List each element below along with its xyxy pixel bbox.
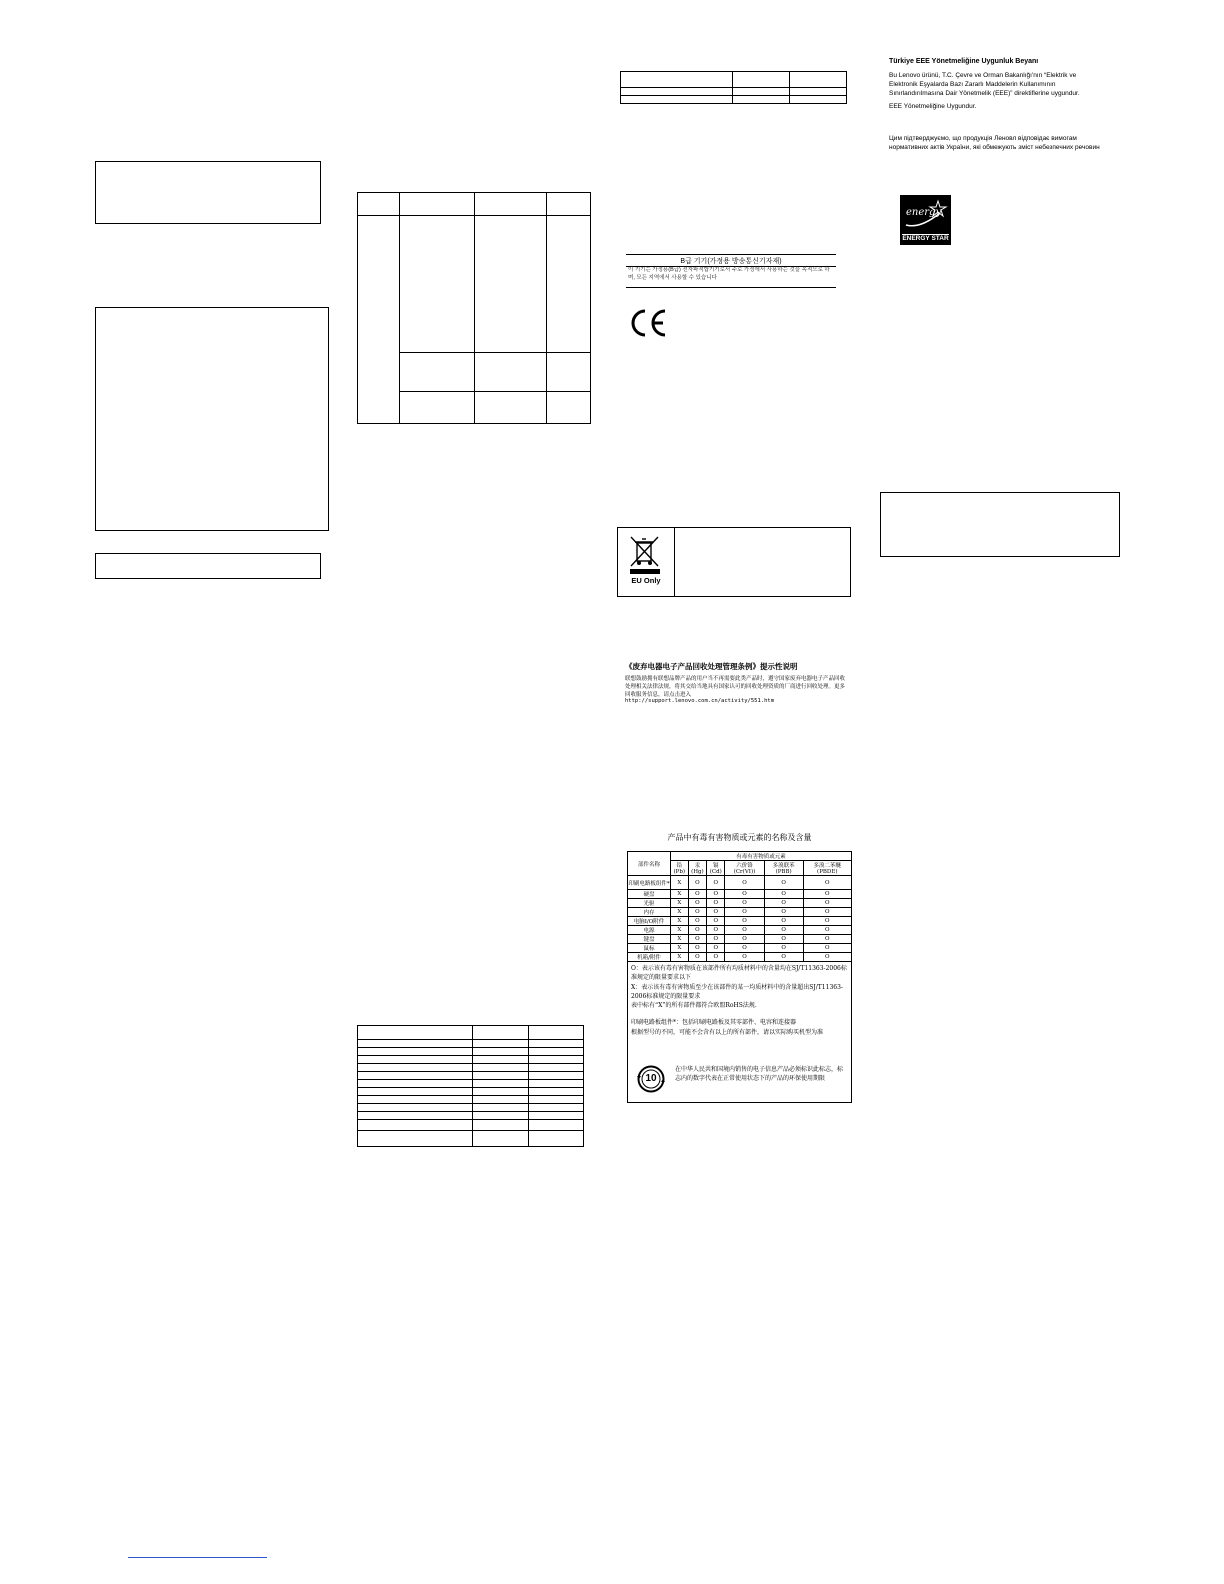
hazard-notes (631, 964, 849, 1037)
hazard-table-box (627, 851, 852, 1103)
hazard-cell: O (707, 890, 725, 899)
hazard-cell: O (688, 926, 707, 935)
hazard-cell: O (688, 899, 707, 908)
hazard-col-header: 多溴二苯醚 (PBDE) (803, 861, 851, 876)
hazard-col-header: 铅(Pb) (671, 861, 689, 876)
hazard-note-pcb: 印刷电路板组件*：包括印刷电路板及其零部件、电容和连接器 (631, 1019, 797, 1027)
hazard-cell: O (688, 935, 707, 944)
turkey-body: Bu Lenovo ürünü, T.C. Çevre ve Orman Bakanlığı'nın “Elektrik ve Elektronik Eşyalarda Bazı Zararlı Maddelerin Kullanımının Sınırlandırılmasına Dair Yönetmelik (EEE)” direktiflerine uygundur. (889, 72, 1080, 98)
hazard-row-part: 内存 (628, 908, 671, 917)
empty-box-2 (95, 307, 329, 531)
empty-table-2 (357, 1025, 584, 1147)
hazard-cell: O (803, 890, 851, 899)
hazard-cell: O (764, 926, 803, 935)
hazard-cell: O (688, 876, 707, 890)
empty-box-4 (880, 492, 1120, 557)
hazard-cell: O (725, 876, 764, 890)
weee-bar (630, 569, 660, 574)
turkey-compliance: EEE Yönetmeliğine Uygundur. (889, 103, 977, 110)
hazard-cell: O (803, 876, 851, 890)
turkey-title: Türkiye EEE Yönetmeliğine Uygunluk Beyanı (889, 58, 1039, 65)
hazard-cell: O (688, 944, 707, 953)
hazard-cell: O (707, 953, 725, 962)
hazard-row (628, 908, 852, 917)
hazard-cell: X (671, 917, 689, 926)
hazard-cell: X (671, 876, 689, 890)
hazard-row (628, 917, 852, 926)
hazard-row-part: 印刷电路板组件* (628, 876, 671, 890)
efup-text: 在中华人民共和国境内销售的电子信息产品必须标识此标志，标志内的数字代表在正常使用状态下的产品的环保使用期限 (675, 1066, 844, 1083)
empty-box-3 (95, 553, 321, 579)
hazard-cell: O (725, 953, 764, 962)
hazard-note-star: 表中标有“X”的所有部件都符合欧盟RoHS法规. (631, 1002, 757, 1010)
hazard-col-header: 六价铬 (Cr(VI)) (725, 861, 764, 876)
hazard-note-model: 根据型号的不同，可能不会含有以上的所有部件，请以实际购买机型为准 (631, 1028, 824, 1036)
empty-box-1 (95, 161, 321, 224)
hazard-row (628, 899, 852, 908)
hazard-cell: O (707, 935, 725, 944)
hazard-cell: O (707, 917, 725, 926)
hazard-cell: O (803, 926, 851, 935)
efup-logo-icon (637, 1065, 665, 1093)
hazard-cell: O (688, 917, 707, 926)
hazard-cell: X (671, 908, 689, 917)
hazard-row (628, 935, 852, 944)
hazard-cell: O (764, 908, 803, 917)
hazard-cell: O (803, 953, 851, 962)
hazard-row-part: 硬盘 (628, 890, 671, 899)
hazard-cell: X (671, 935, 689, 944)
hazard-cell: O (764, 890, 803, 899)
hazard-note-o: O：表示该有毒有害物质在该部件所有均质材料中的含量均在SJ/T11363-2006标准规定的限量要求以下 (631, 965, 847, 982)
hazard-cell: O (688, 908, 707, 917)
hazard-row (628, 944, 852, 953)
hazard-table-title: 产品中有毒有害物质或元素的名称及含量 (667, 833, 812, 842)
hazard-col-header: 汞(Hg) (688, 861, 707, 876)
hazard-cell: O (688, 953, 707, 962)
hazard-group-header: 有毒有害物质或元素 (671, 852, 852, 861)
hazard-row (628, 890, 852, 899)
hazard-row (628, 926, 852, 935)
china-recycling-url: http://support.lenovo.com.cn/activity/551.htm (625, 698, 775, 704)
hazard-cell: X (671, 890, 689, 899)
hazard-cell: O (707, 944, 725, 953)
hazard-cell: X (671, 899, 689, 908)
hazard-cell: X (671, 953, 689, 962)
crossed-bin-icon (628, 534, 662, 570)
hazard-cell: O (707, 908, 725, 917)
hazard-row-part: 电脑I/O附件 (628, 917, 671, 926)
hazard-cell: O (725, 899, 764, 908)
hazard-cell: X (671, 926, 689, 935)
weee-notice-box (617, 527, 851, 597)
hazard-cell: O (764, 944, 803, 953)
hazard-part-header: 部件名称 (628, 852, 671, 876)
china-recycling-body: 联想鼓励拥有联想品牌产品的用户当不再需要此类产品时，遵守国家废弃电器电子产品回收处理相关法律法规，将其交给当地具有国家认可的回收处理资质的厂商进行回收处理。更多回收服务信息，请点击进入 (625, 676, 846, 698)
hazard-note-x: X：表示该有毒有害物质至少在该部件的某一均质材料中的含量超出SJ/T11363-2006标准规定的限量要求 (631, 983, 843, 1000)
korea-notice-title: B급 기기(가정용 방송통신기자재) (626, 256, 836, 267)
ce-mark-icon (627, 307, 669, 339)
empty-table-1 (357, 192, 591, 424)
hazard-cell: O (764, 899, 803, 908)
hazard-table (627, 851, 852, 962)
hazard-row-part: 鼠标 (628, 944, 671, 953)
hazard-row-part: 机箱/附件 (628, 953, 671, 962)
hazard-col-header: 多溴联苯 (PBB) (764, 861, 803, 876)
hazard-row (628, 876, 852, 890)
hazard-cell: O (725, 908, 764, 917)
hazard-cell: O (707, 876, 725, 890)
hazard-cell: O (764, 935, 803, 944)
energy-star-label: ENERGY STAR (902, 235, 949, 242)
hazard-cell: O (725, 890, 764, 899)
hazard-col-header: 镉(Cd) (707, 861, 725, 876)
hazard-cell: O (725, 926, 764, 935)
hazard-cell: O (803, 935, 851, 944)
hazard-cell: O (764, 953, 803, 962)
weee-logo-panel (618, 528, 675, 596)
korea-notice-body: 이 기기는 가정용(B급) 전자파적합기기로서 주로 가정에서 사용하는 것을 목적으로 하며, 모든 지역에서 사용할 수 있습니다 (628, 267, 830, 281)
hazard-cell: O (688, 890, 707, 899)
hazard-cell: O (725, 917, 764, 926)
hazard-cell: O (803, 917, 851, 926)
energy-star-logo-icon (900, 195, 951, 245)
hazard-cell: O (764, 917, 803, 926)
korea-notice-box (626, 254, 836, 288)
hazard-row-part: 电源 (628, 926, 671, 935)
hazard-row (628, 953, 852, 962)
china-recycling-title: 《废弃电器电子产品回收处理管理条例》提示性说明 (625, 662, 798, 671)
hazard-cell: O (803, 908, 851, 917)
ukraine-statement: Цим підтверджуємо, що продукція Леновл відповідає вимогам нормативних актів України, які обмежують зміст небезпечних речовин (889, 135, 1100, 152)
hazard-cell: O (803, 899, 851, 908)
hazard-cell: O (707, 926, 725, 935)
hazard-cell: O (707, 899, 725, 908)
efup-number: 10 (645, 1073, 657, 1084)
hazard-cell: X (671, 944, 689, 953)
hazard-cell: O (725, 944, 764, 953)
hazard-row-part: 光驱 (628, 899, 671, 908)
hazard-cell: O (803, 944, 851, 953)
hazard-cell: O (764, 876, 803, 890)
hazard-row-part: 键盘 (628, 935, 671, 944)
eu-only-label: EU Only (631, 576, 661, 585)
footer-link-underline (128, 1557, 267, 1558)
empty-table-3 (620, 71, 847, 104)
hazard-cell: O (725, 935, 764, 944)
energy-star-script: energy (906, 207, 942, 218)
